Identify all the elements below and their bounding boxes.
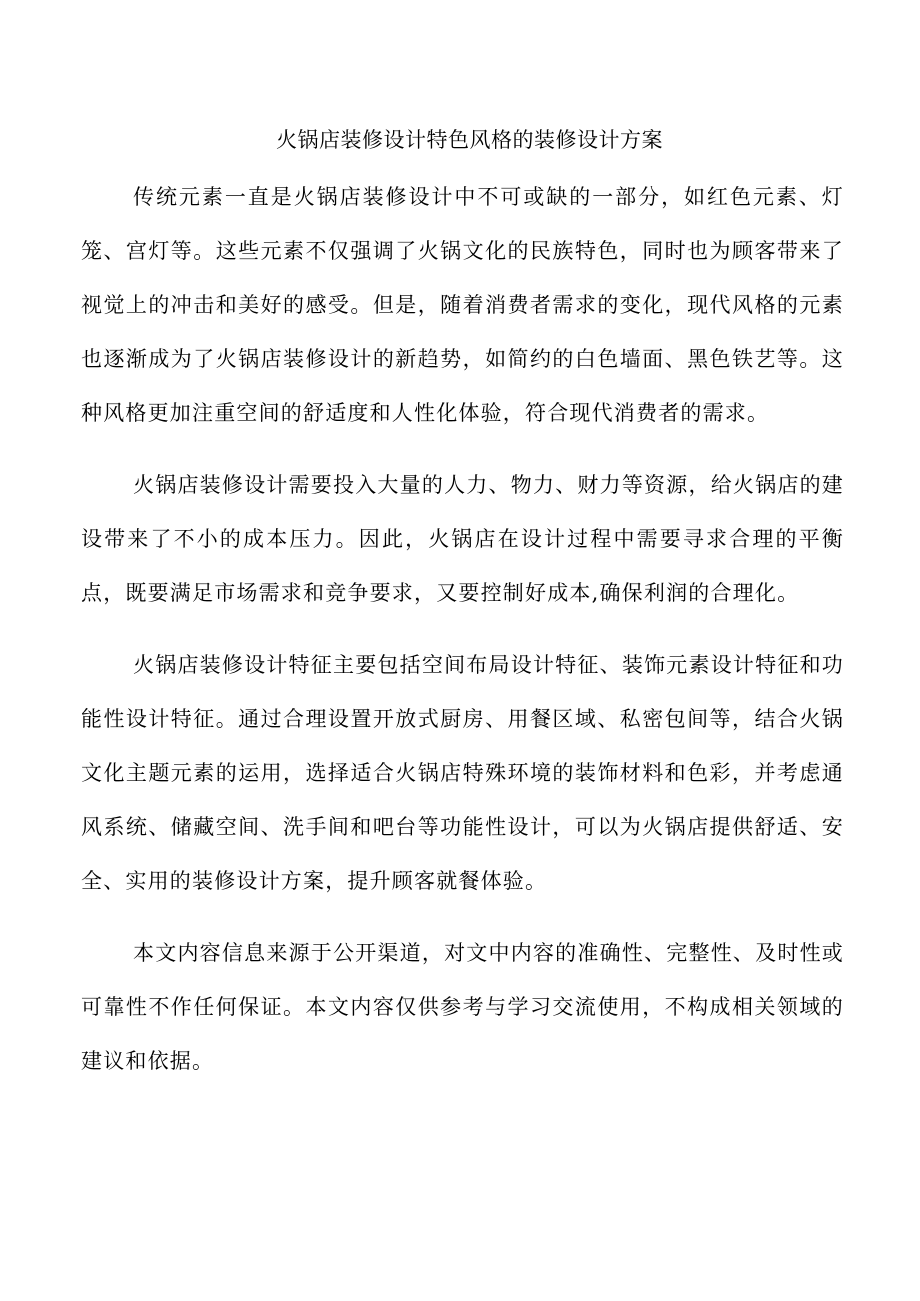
document-title: 火锅店装修设计特色风格的装修设计方案 (276, 128, 663, 152)
paragraph-disclaimer: 本文内容信息来源于公开渠道，对文中内容的准确性、完整性、及时性或可靠性不作任何保证。本文内容仅供参考与学习交流使用，不构成相关领域的建议和依据。 (81, 941, 844, 1073)
paragraph-design-features: 火锅店装修设计特征主要包括空间布局设计特征、装饰元素设计特征和功能性设计特征。通过合理设置开放式厨房、用餐区域、私密包间等，结合火锅文化主题元素的运用，选择适合火锅店特殊环境的装饰材料和色彩，并考虑通风系统、储藏空间、洗手间和吧台等功能性设计，可以为火锅店提供舒适、安全、实用的装修设计方案，提升顾客就餐体验。 (81, 653, 844, 893)
paragraph-cost-pressure: 火锅店装修设计需要投入大量的人力、物力、财力等资源，给火锅店的建设带来了不小的成本压力。因此，火锅店在设计过程中需要寻求合理的平衡点，既要满足市场需求和竞争要求，又要控制好成本,确保利润的合理化。 (81, 473, 844, 605)
paragraph-traditional-elements: 传统元素一直是火锅店装修设计中不可或缺的一部分，如红色元素、灯笼、宫灯等。这些元素不仅强调了火锅文化的民族特色，同时也为顾客带来了视觉上的冲击和美好的感受。但是，随着消费者需求的变化，现代风格的元素也逐渐成为了火锅店装修设计的新趋势，如简约的白色墙面、黑色铁艺等。这种风格更加注重空间的舒适度和人性化体验，符合现代消费者的需求。 (81, 185, 844, 425)
